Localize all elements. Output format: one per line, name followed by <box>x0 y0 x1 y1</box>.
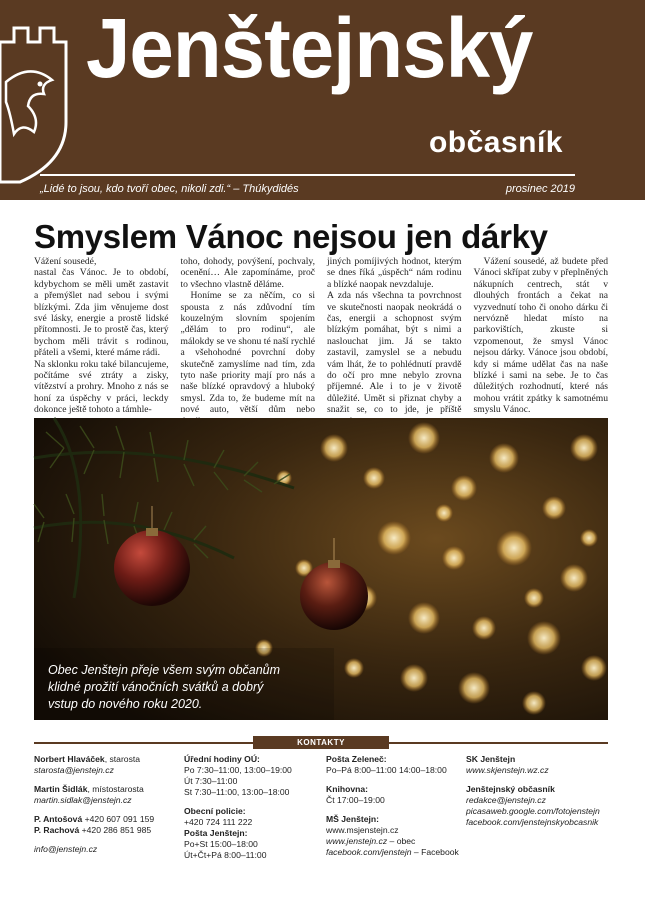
contact-heading: Obecní policie: <box>184 806 246 816</box>
caption-line: Obec Jenštejn přeje všem svým občanům <box>48 663 281 677</box>
contact-note: – obec <box>387 836 416 846</box>
article-body <box>34 256 608 416</box>
contact-line: +420 724 111 222 <box>184 817 253 827</box>
contact-name: P. Antošová <box>34 814 83 824</box>
contact-line: St 7:30–11:00, 13:00–18:00 <box>184 787 290 797</box>
paragraph: nastal čas Vánoc. Je to období, kdybychom se měli umět zastavit a přemýšlet nad sebou i svými blízkými. Zda jim věnujeme dost své lásky, energie a prostě lidské přítomnosti. Je to prostě čas, který bychom měli trávit s rodinou, přáteli a všemi, které máme rádi. <box>34 267 169 359</box>
masthead-quote: „Lidé to jsou, kdo tvoří obec, nikoli zdi.“ – Thúkydidés <box>40 183 299 195</box>
contact-link[interactable]: facebook.com/jenstejnskyobcasnik <box>466 817 599 827</box>
contact-line: Čt 17:00–19:00 <box>326 795 385 805</box>
article-headline: Smyslem Vánoc nejsou jen dárky <box>34 218 548 255</box>
paragraph: A zda nás všechna ta povrchnost ve skutečnosti naopak neokrádá o čas, energii a schopnost svým blízkým pomáhat, být s nimi a naslouchat jim. Já se takto zastavil, zamyslel se a nebudu vám lhát, že to pohlédnutí pravdě do očí pro mne nebylo zrovna příjemné. Ale i to je v životě důležité. Umět si přiznat chyby a snažit se, co to jde, je příště <box>327 290 462 416</box>
masthead <box>0 0 645 200</box>
contact-heading: Pošta Jenštejn: <box>184 828 248 838</box>
contact-email[interactable]: starosta@jenstejn.cz <box>34 765 114 775</box>
contact-role: , starosta <box>104 754 141 764</box>
caption-line: klidné prožití vánočních svátků a dobrý <box>48 680 264 694</box>
contact-link[interactable]: picasaweb.google.com/fotojenstejn <box>466 806 600 816</box>
contact-line: Po 7:30–11:00, 13:00–19:00 <box>184 765 292 775</box>
contacts-column-1 <box>34 754 154 855</box>
contact-heading: Úřední hodiny OÚ: <box>184 754 260 764</box>
article-column-1 <box>34 256 169 416</box>
photo-caption <box>48 662 318 713</box>
contact-line: Po+St 15:00–18:00 <box>184 839 258 849</box>
contact-email[interactable]: martin.sidlak@jenstejn.cz <box>34 795 132 805</box>
article-column-4 <box>473 256 609 416</box>
contact-email[interactable]: info@jenstejn.cz <box>34 844 98 854</box>
caption-line: vstup do nového roku 2020. <box>48 697 203 711</box>
article-column-3 <box>327 256 462 416</box>
paragraph: jiných pomíjivých hodnot, kterým se dnes říká „úspěch“ nám rodinu a blízké naopak nevzdaluje. <box>327 256 462 290</box>
contacts-column-3 <box>326 754 459 858</box>
contact-name: Norbert Hlaváček <box>34 754 105 764</box>
contact-name: P. Rachová <box>34 825 80 835</box>
contact-heading: MŠ Jenštejn: <box>326 814 380 824</box>
paragraph: Na sklonku roku také bilancujeme, počítáme své ztráty a zisky, vítězství a prohry. Mnoho z nás se honí za úspěchy v práci, leckdy dokonce ještě tohoto a támhle- <box>34 358 169 416</box>
christmas-photo <box>34 418 608 720</box>
contact-line: Út+Čt+Pá 8:00–11:00 <box>184 850 267 860</box>
contact-link[interactable]: www.skjenstejn.wz.cz <box>466 765 549 775</box>
contact-link[interactable]: www.jenstejn.cz <box>326 836 388 846</box>
contact-heading: SK Jenštejn <box>466 754 516 764</box>
masthead-divider <box>40 174 575 176</box>
contact-role: , místostarosta <box>87 784 144 794</box>
contact-phone: +420 286 851 985 <box>79 825 152 835</box>
contact-line: Po–Pá 8:00–11:00 14:00–18:00 <box>326 765 447 775</box>
coat-of-arms-icon <box>0 22 72 182</box>
contact-link[interactable]: www.msjenstejn.cz <box>326 825 399 835</box>
contacts-column-2 <box>184 754 292 861</box>
issue-date: prosinec 2019 <box>505 183 575 195</box>
article-column-2 <box>180 256 316 416</box>
paragraph: Vážení sousedé, <box>34 256 97 267</box>
paragraph: Vážení sousedé, až budete před Vánoci skřípat zuby v přeplněných nákupních centrech, stát v dlouhých frontách a čekat na vyzvednutí toho či onoho dárku či nervózně hledat místo na parkovištích, zkuste si vzpomenout, že smysl Vánoc nejsou dárky. Vánoce jsou období, kdy si máme udělat čas na naše blízké i sami na sebe. Je to čas důležitých rozhodnutí, které nás mohou vrátit zpátky k samotnému smyslu Vánoc. <box>473 256 608 416</box>
contacts-column-4 <box>466 754 600 828</box>
contact-name: Martin Šidlák <box>34 784 88 794</box>
contact-email[interactable]: redakce@jenstejn.cz <box>466 795 546 805</box>
contact-heading: Pošta Zeleneč: <box>326 754 387 764</box>
paragraph: toho, dohody, povýšení, pochvaly, ocenění… Ale zapomínáme, proč to všechno vlastně děláme. <box>180 256 315 290</box>
paragraph: Honíme se za něčím, co si spousta z nás zdůvodní tím kouzelným slovním spojením „dělám to pro rodinu“, ale málokdy se ve shonu té naší rychlé a všehohodné povrchní doby skutečně zamyslíme nad tím, zda tyto naše priority mají pro nás a naše blízké opravdový a hluboký smysl. Zda to, že budeme mít na nové auto, větší dům nebo <box>180 290 315 416</box>
masthead-subtitle: občasník <box>428 126 563 159</box>
contact-link[interactable]: facebook.com/jenstejn <box>326 847 412 857</box>
contact-line: Út 7:30–11:00 <box>184 776 238 786</box>
masthead-title: Jenštejnský <box>86 1 533 95</box>
contact-phone: +420 607 091 159 <box>82 814 155 824</box>
contact-heading: Knihovna: <box>326 784 369 794</box>
contacts-heading: KONTAKTY <box>253 736 389 749</box>
contact-note: – Facebook <box>411 847 459 857</box>
contact-heading: Jenštejnský občasník <box>466 784 555 794</box>
